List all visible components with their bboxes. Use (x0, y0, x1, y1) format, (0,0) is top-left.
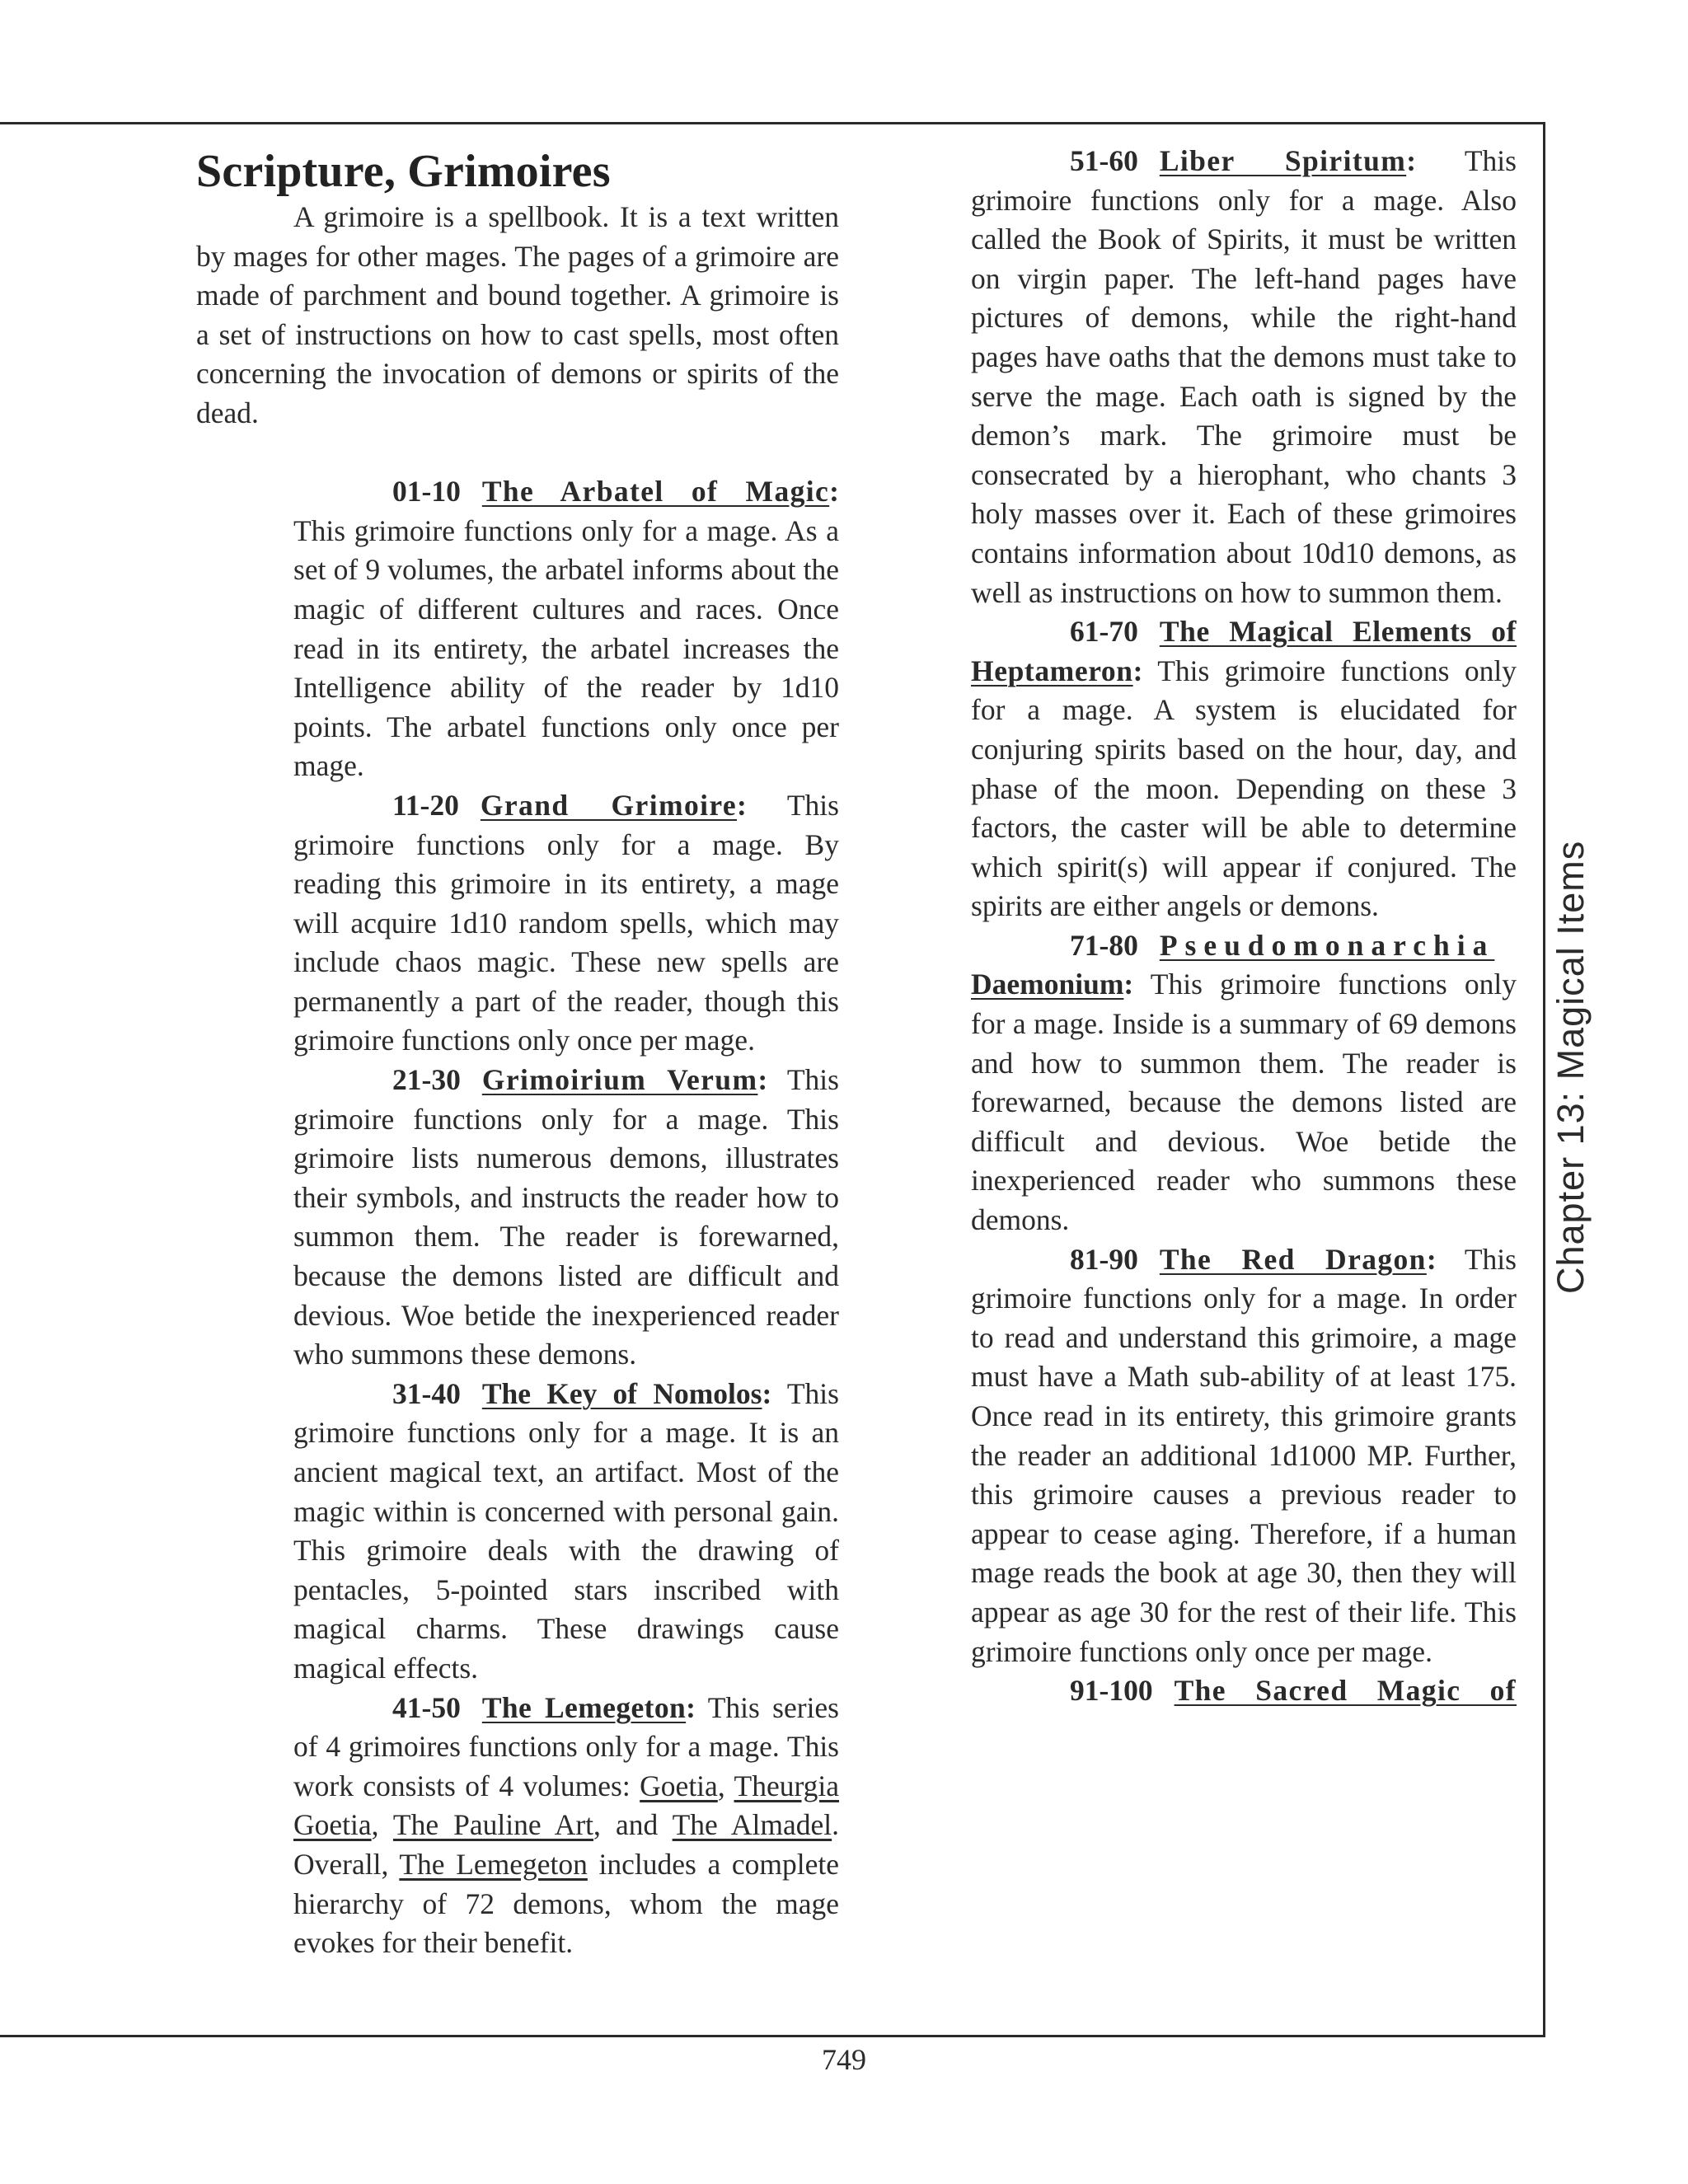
work-title-reference: The Lemegeton (399, 1847, 588, 1881)
volume-title: Goetia (640, 1769, 718, 1802)
entry-text: This grimoire functions only for a mage. It is an ancient magical text, an artifact. Most of the magic within is concerned with personal gain. This grimoire deals with the drawing of pentacles, 5-pointed stars inscribed with magical charms. These drawings cause magical effects. (293, 1376, 839, 1685)
entry-range: 71-80 (1070, 928, 1138, 962)
entry-61-70: 61-70 The Magical Elements of Heptameron: This grimoire functions only for a mage. A system is elucidated for conjuring spirits based on the hour, day, and phase of the moon. Depending on these 3 factors, the caster will be able to determine which spirit(s) will appear if conjured. The spirits are either angels or demons. (971, 615, 1517, 923)
entry-title: Grand Grimoire (480, 788, 738, 822)
page-number: 749 (822, 2043, 866, 2076)
entry-text: This series of 4 grimoires functions only for a mage. This work consists of 4 volumes: (293, 1690, 839, 1802)
entry-range: 81-90 (1070, 1242, 1138, 1276)
entry-range: 91-100 (1070, 1674, 1153, 1708)
entry-51-60: 51-60 Liber Spiritum: This grimoire functions only for a mage. Also called the Book of Spirits, it must be written on virgin paper. The left-hand pages have pictures of demons, while the right-hand pages have oaths that the demons must take to serve the mage. Each oath is signed by the demon’s mark. The grimoire must be consecrated by a hierophant, who chants 3 holy masses over it. Each of these grimoires contains information about 10d10 demons, as well as instructions on how to summon them. (971, 144, 1517, 609)
entry-text: This grimoire functions only for a mage. In order to read and understand this grimoire, a mage must have a Math sub-ability of at least 175. Once read in its entirety, this grimoire grants the reader an additional 1d1000 MP. Further, this grimoire causes a previous reader to appear to cease aging. Therefore, if a human mage reads the book at age 30, then they will appear as age 30 for the rest of their life. This grimoire functions only once per mage. (971, 1242, 1517, 1668)
chapter-label: Chapter 13: Magical Items (1550, 840, 1592, 1294)
entry-title: The Key of Nomolos (481, 1376, 762, 1410)
entry-11-20: 11-20 Grand Grimoire: This grimoire functions only for a mage. By reading this grimoire in its entirety, a mage will acquire 1d10 random spells, which may include chaos magic. These new spells are permanently a part of the reader, though this grimoire functions only once per mage. (293, 788, 839, 1057)
entry-range: 01-10 (392, 475, 461, 509)
entry-71-80: 71-80 Pseudomonarchia Daemonium: This grimoire functions only for a mage. Inside is a summary of 69 demons and how to summon them. The reader is forewarned, because the demons listed are difficult and devious. Woe betide the inexperienced reader who summons these demons. (971, 928, 1517, 1237)
entry-21-30: 21-30 Grimoirium Verum: This grimoire functions only for a mage. This grimoire lists numerous demons, illustrates their symbols, and instructs the reader how to summon them. The reader is forewarned, because the demons listed are difficult and devious. Woe betide the inexperienced reader who summons these demons. (293, 1063, 839, 1371)
entry-range: 11-20 (392, 788, 459, 822)
right-column (971, 142, 1517, 1711)
entry-title: The Red Dragon (1159, 1242, 1427, 1276)
entry-list (293, 472, 839, 1963)
entry-01-10: 01-10 The Arbatel of Magic: This grimoire functions only for a mage. As a set of 9 volumes, the arbatel informs about the magic of different cultures and races. Once read in its entirety, the arbatel increases the Intelligence ability of the reader by 1d10 points. The arbatel functions only once per mage. (293, 475, 839, 783)
entry-title: Grimoirium Verum (481, 1063, 758, 1097)
entry-title-continued: Daemonium (971, 968, 1124, 1001)
entry-title: The Magical Elements of Heptameron (971, 615, 1517, 687)
entry-text: This grimoire functions only for a mage. Also called the Book of Spirits, it must be written on virgin paper. The left-hand pages have pictures of demons, while the right-hand pages have oaths that the demons must take to serve the mage. Each oath is signed by the demon’s mark. The grimoire must be consecrated by a hierophant, who chants 3 holy masses over it. Each of these grimoires contains information about 10d10 demons, as well as instructions on how to summon them. (971, 144, 1517, 609)
entry-41-50: 41-50 The Lemegeton: This series of 4 grimoires functions only for a mage. This work consists of 4 volumes: Goetia, Theurgia Goetia, The Pauline Art, and The Almadel. Overall, The Lemegeton includes a complete hierarchy of 72 demons, whom the mage evokes for their benefit. (293, 1690, 840, 1960)
entry-title: Pseudomonarchia (1159, 928, 1495, 962)
entry-range: 31-40 (392, 1376, 461, 1410)
entry-81-90: 81-90 The Red Dragon: This grimoire functions only for a mage. In order to read and understand this grimoire, a mage must have a Math sub-ability of at least 175. Once read in its entirety, this grimoire grants the reader an additional 1d1000 MP. Further, this grimoire causes a previous reader to appear to cease aging. Therefore, if a human mage reads the book at age 30, then they will appear as age 30 for the rest of their life. This grimoire functions only once per mage. (971, 1242, 1517, 1668)
intro-paragraph: A grimoire is a spellbook. It is a text written by mages for other mages. The pages of a grimoire are made of parchment and bound together. A grimoire is a set of instructions on how to cast spells, most often concerning the invocation of demons or spirits of the dead. (196, 200, 839, 429)
entry-text: This grimoire functions only for a mage. This grimoire lists numerous demons, illustrates their symbols, and instructs the reader how to summon them. The reader is forewarned, because the demons listed are difficult and devious. Woe betide the inexperienced reader who summons these demons. (293, 1063, 839, 1371)
entry-text: This grimoire functions only for a mage. As a set of 9 volumes, the arbatel informs about the magic of different cultures and races. Once read in its entirety, the arbatel increases the Intelligence ability of the reader by 1d10 points. The arbatel functions only once per mage. (293, 513, 839, 783)
entry-91-100 (971, 1671, 1517, 1711)
entry-title: The Sacred Magic of (1174, 1674, 1517, 1708)
entry-title: The Arbatel of Magic (481, 475, 830, 509)
entry-title: The Lemegeton (481, 1690, 687, 1724)
entry-text: This grimoire functions only for a mage. Inside is a summary of 69 demons and how to summon them. The reader is forewarned, because the demons listed are difficult and devious. Woe betide the inexperienced reader who summons these demons. (971, 968, 1517, 1237)
entry-range: 61-70 (1070, 615, 1138, 649)
left-column (196, 147, 839, 1963)
section-heading: Scripture, Grimoires (196, 146, 611, 197)
entry-title: Liber Spiritum (1159, 144, 1407, 177)
volume-title: Theurgia Goetia (293, 1769, 840, 1842)
entry-range: 41-50 (392, 1690, 461, 1724)
volume-title: The Pauline Art (392, 1808, 594, 1842)
entry-range: 51-60 (1070, 144, 1138, 177)
entry-range: 21-30 (392, 1063, 461, 1097)
entry-31-40: 31-40 The Key of Nomolos: This grimoire functions only for a mage. It is an ancient magical text, an artifact. Most of the magic within is concerned with personal gain. This grimoire deals with the drawing of pentacles, 5-pointed stars inscribed with magical charms. These drawings cause magical effects. (293, 1376, 839, 1685)
entry-text: This grimoire functions only for a mage. A system is elucidated for conjuring spirits based on the hour, day, and phase of the moon. Depending on these 3 factors, the caster will be able to determine which spirit(s) will appear if conjured. The spirits are either angels or demons. (971, 654, 1517, 923)
entry-text: This grimoire functions only for a mage. By reading this grimoire in its entirety, a mage will acquire 1d10 random spells, which may include chaos magic. These new spells are permanently a part of the reader, though this grimoire functions only once per mage. (293, 788, 839, 1057)
volume-title: The Almadel (672, 1808, 832, 1842)
